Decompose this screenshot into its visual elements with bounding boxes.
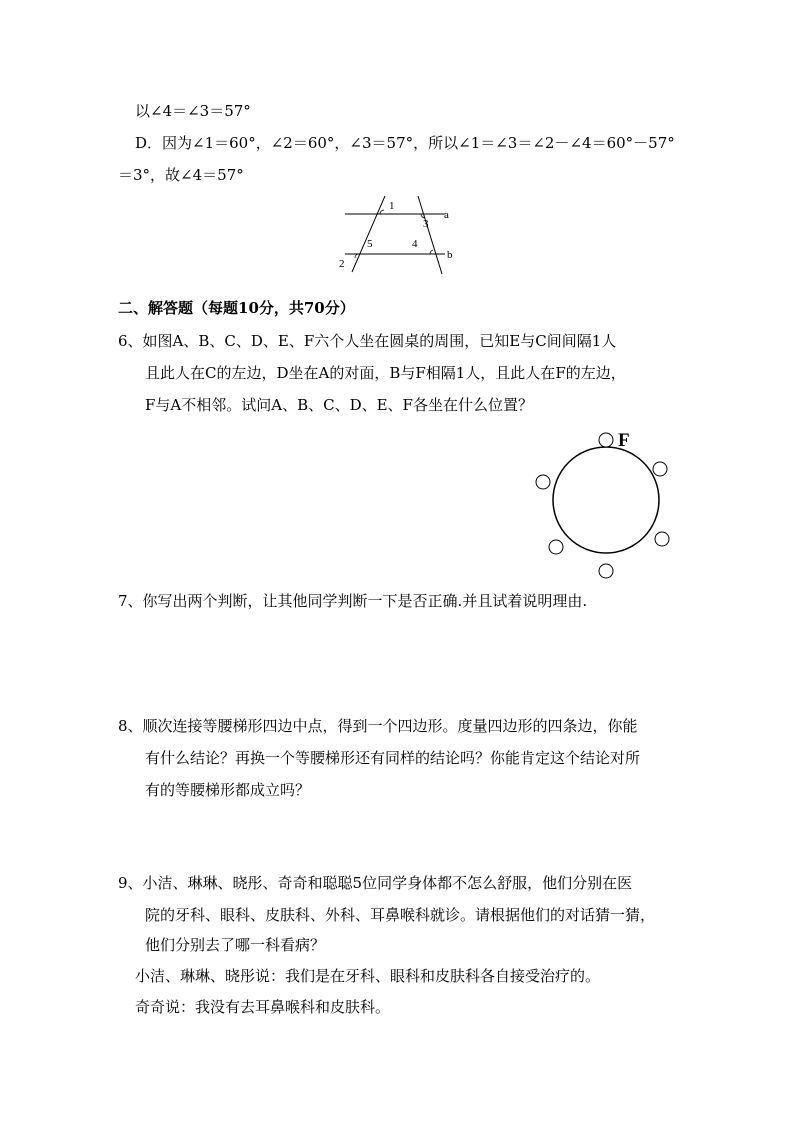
question-9-line-2: 院的牙科、眼科、皮肤科、外科、耳鼻喉科就诊。请根据他们的对话猜一猜，	[145, 906, 656, 924]
transversal-right	[418, 196, 442, 274]
seat-upper-right	[653, 462, 667, 476]
line-label-a: a	[444, 209, 449, 221]
angle-mark-2	[355, 254, 358, 258]
round-table-figure	[528, 424, 688, 584]
prev-answer-option-d: D．因为∠1＝60°，∠2＝60°，∠3＝57°，所以∠1＝∠3＝∠2－∠4＝60°－57°	[135, 134, 675, 152]
angle-mark-1	[380, 210, 384, 214]
question-7-line-1: 7、你写出两个判断，让其他同学判断一下是否正确.并且试着说明理由.	[118, 592, 588, 610]
angle-label-2: 2	[339, 258, 345, 270]
seat-lower-right	[655, 532, 669, 546]
question-9-dialog-1: 小洁、琳琳、晓彤说：我们是在牙科、眼科和皮肤科各自接受治疗的。	[135, 967, 601, 985]
seat-upper-left	[536, 475, 550, 489]
round-table	[553, 447, 659, 553]
question-8-line-2: 有什么结论？再换一个等腰梯形还有同样的结论吗？你能肯定这个结论对所	[145, 749, 641, 767]
angle-mark-4	[430, 250, 433, 254]
seat-bottom	[599, 564, 613, 578]
seat-label-f: F	[618, 430, 630, 451]
question-9-dialog-2: 奇奇说：我没有去耳鼻喉科和皮肤科。	[135, 998, 391, 1016]
prev-answer-line-3: ＝3°，故∠4＝57°	[118, 166, 244, 184]
section-title: 二、解答题（每题10分，共70分）	[118, 299, 355, 317]
seat-top	[599, 433, 613, 447]
prev-answer-line-1: 以∠4＝∠3＝57°	[135, 102, 251, 120]
line-label-b: b	[447, 249, 453, 261]
question-9-line-3: 他们分别去了哪一科看病？	[145, 936, 326, 954]
question-6-line-3: F与A不相邻。试问A、B、C、D、E、F各坐在什么位置？	[145, 396, 533, 414]
angle-label-1: 1	[389, 200, 395, 212]
question-8-line-3: 有的等腰梯形都成立吗？	[145, 781, 311, 799]
question-6-line-1: 6、如图A、B、C、D、E、F六个人坐在圆桌的周围，已知E与C间间隔1人	[118, 332, 617, 350]
angle-label-4: 4	[412, 238, 418, 250]
question-8-line-1: 8、顺次连接等腰梯形四边中点，得到一个四边形。度量四边形的四条边，你能	[118, 717, 638, 735]
parallel-lines-figure	[330, 192, 470, 276]
angle-label-5: 5	[367, 238, 373, 250]
angle-label-3: 3	[423, 218, 429, 230]
seat-lower-left	[549, 540, 563, 554]
question-9-line-1: 9、小洁、琳琳、晓彤、奇奇和聪聪5位同学身体都不怎么舒服，他们分别在医	[118, 874, 633, 892]
question-6-line-2: 且此人在C的左边，D坐在A的对面，B与F相隔1人，且此人在F的左边，	[145, 364, 626, 382]
transversal-left	[352, 196, 385, 272]
